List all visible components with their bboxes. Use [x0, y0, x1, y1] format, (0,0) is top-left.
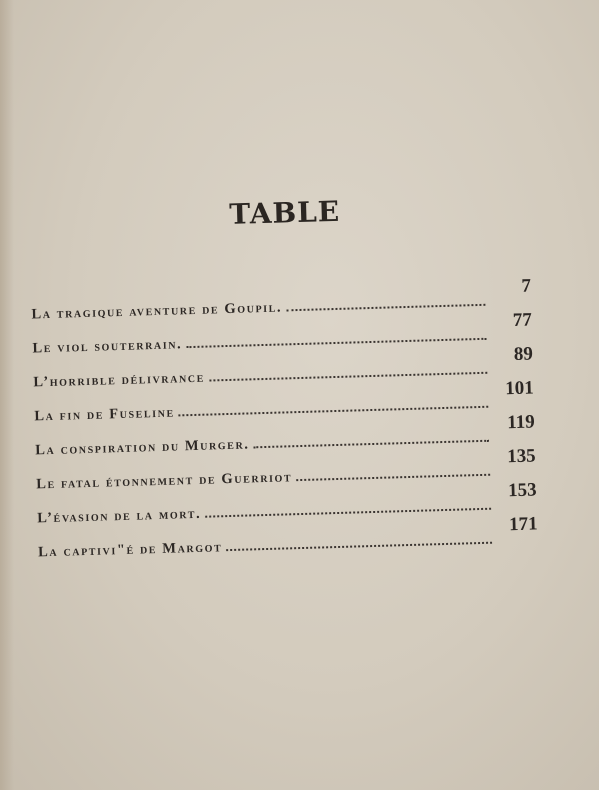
toc-entry-label: Le viol souterrain. [32, 336, 183, 357]
toc-entry-label: Le fatal étonnement de Guerriot [36, 469, 293, 493]
toc-entry-page: 77 [512, 309, 533, 332]
toc-entry [31, 275, 532, 324]
dot-leader [254, 439, 490, 449]
toc-entry-page: 7 [521, 275, 532, 297]
toc-entry-page: 119 [506, 411, 535, 434]
dot-leader [209, 371, 487, 382]
dot-leader [296, 473, 490, 481]
toc-entry-page: 101 [504, 377, 535, 400]
dot-leader [179, 405, 489, 417]
toc-entry-label: La tragique aventure de Goupil. [31, 299, 283, 323]
toc-entry-label: L’horrible délivrance [33, 369, 206, 391]
toc-entry-label: La conspiration du Murger. [35, 436, 250, 459]
toc-entry-label: La fin de Fuseline [34, 404, 175, 425]
dot-leader [286, 303, 485, 312]
toc-entry-page: 171 [508, 513, 538, 536]
toc-entry-label: L’évasion de la mort. [36, 505, 202, 527]
toc-entry-page: 89 [513, 343, 534, 366]
toc-entry-page: 153 [507, 479, 537, 502]
toc-entry-page: 135 [506, 445, 536, 468]
toc-entry-label: La captivi"é de Margot [37, 539, 223, 561]
dot-leader [205, 507, 491, 518]
dot-leader [226, 541, 492, 551]
toc-title: TABLE [228, 194, 341, 231]
dot-leader [186, 337, 486, 348]
